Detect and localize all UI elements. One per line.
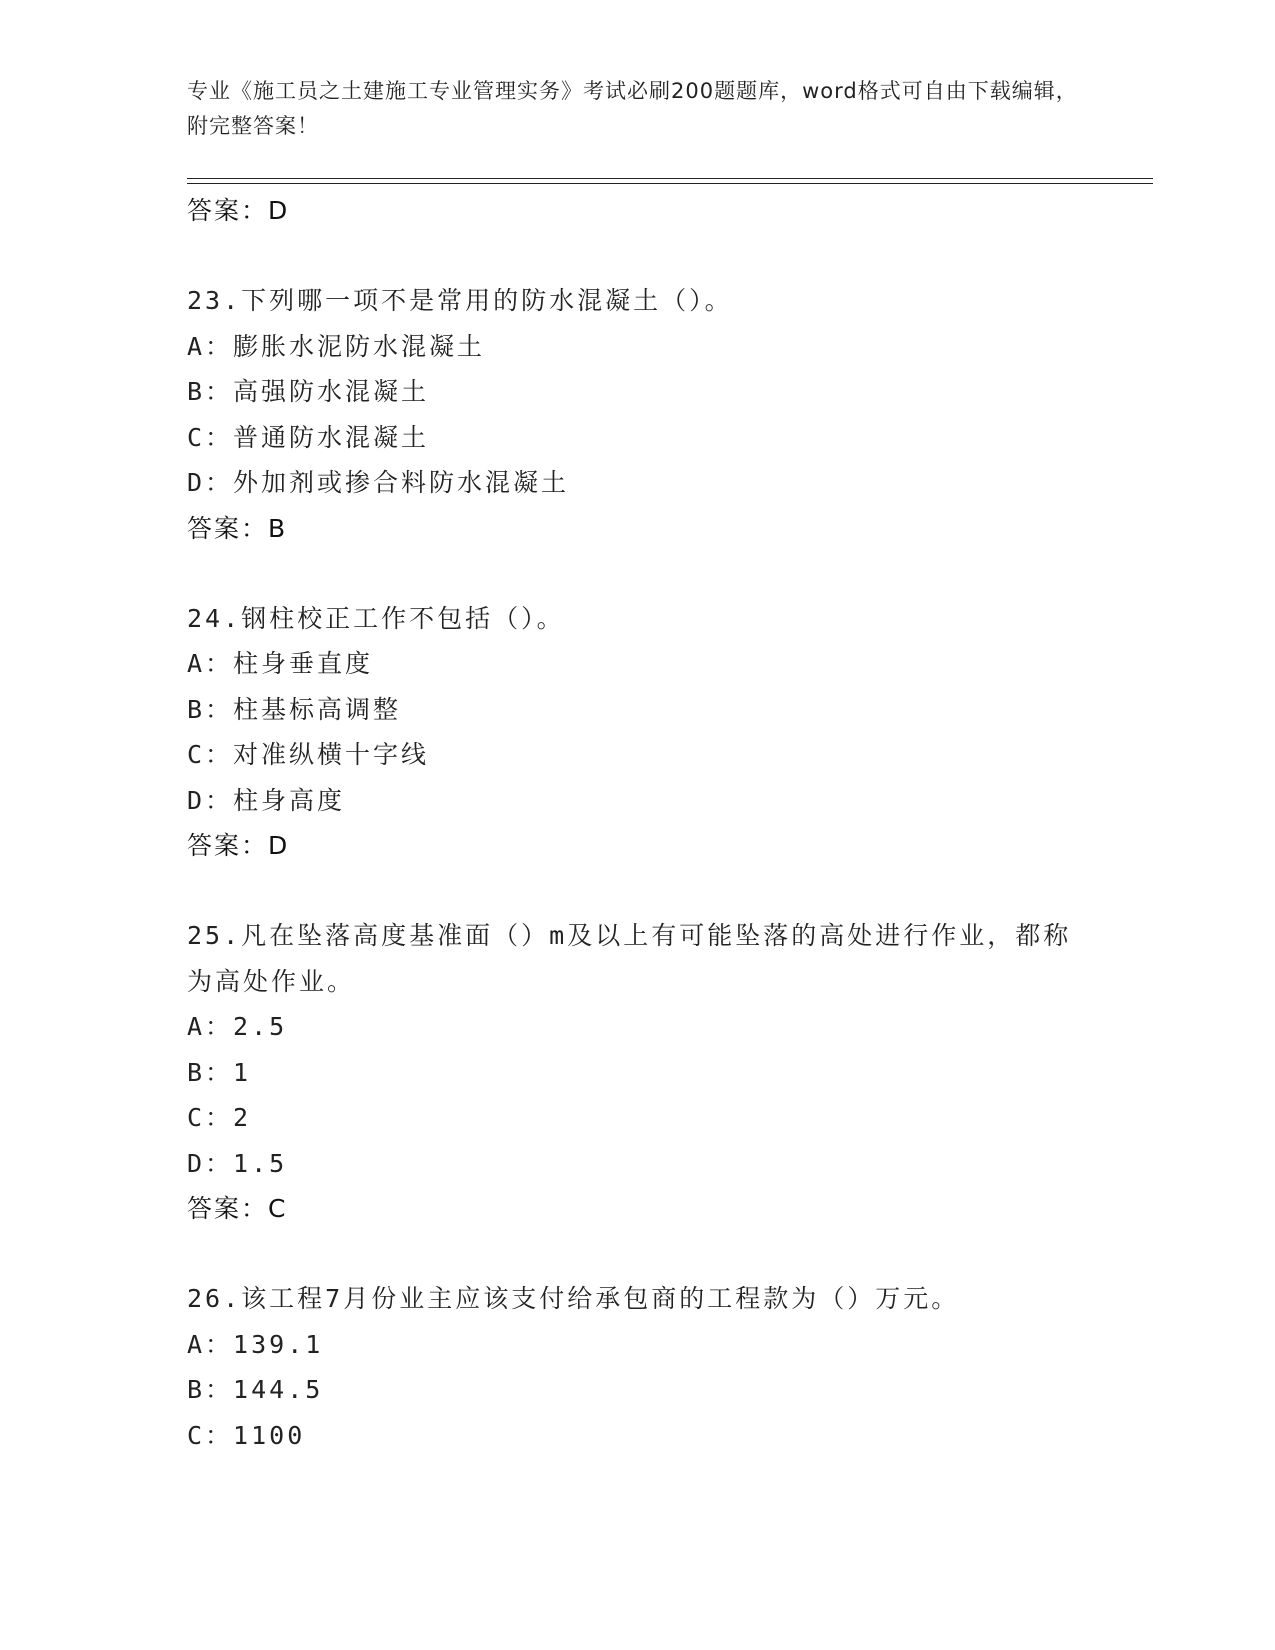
answer-line: 答案：D: [187, 831, 290, 860]
header-rule-bottom: [187, 183, 1153, 184]
question-23: [187, 278, 1087, 552]
answer-line: 答案：D: [187, 196, 290, 225]
question-stem: 23.下列哪一项不是常用的防水混凝土（）。: [187, 286, 733, 315]
option-d: D：外加剂或掺合料防水混凝土: [187, 468, 570, 497]
answer-line: 答案：B: [187, 513, 288, 543]
option-d: D：1.5: [187, 1148, 288, 1178]
option-c: C：2: [187, 1103, 252, 1132]
option-c: C：1100: [187, 1420, 306, 1450]
question-26: [187, 1276, 1087, 1458]
question-24: [187, 596, 1087, 870]
question-stem: 25.凡在坠落高度基准面（）m及以上有可能坠落的高处进行作业，都称为高处作业。: [187, 921, 1072, 996]
option-a: A：139.1: [187, 1329, 324, 1359]
question-25: [187, 913, 1087, 1232]
option-a: A：柱身垂直度: [187, 649, 374, 678]
option-c: C：普通防水混凝土: [187, 422, 430, 452]
question-stem: 26.该工程7月份业主应该支付给承包商的工程款为（）万元。: [187, 1284, 960, 1313]
question-stem: 24.钢柱校正工作不包括（）。: [187, 603, 565, 633]
option-b: B：1: [187, 1057, 252, 1087]
option-b: B：144.5: [187, 1375, 324, 1404]
document-header: 专业《施工员之土建施工专业管理实务》考试必刷200题题库，word格式可自由下载编辑，附完整答案！: [187, 79, 1078, 138]
option-c: C：对准纵横十字线: [187, 740, 430, 769]
option-d: D：柱身高度: [187, 785, 346, 815]
option-a: A：2.5: [187, 1012, 288, 1041]
header-rule-top: [187, 178, 1153, 179]
option-a: A：膨胀水泥防水混凝土: [187, 331, 486, 361]
answer-line: 答案：C: [187, 1194, 288, 1223]
question-list: [187, 188, 1087, 1458]
option-b: B：柱基标高调整: [187, 694, 402, 724]
option-b: B：高强防水混凝土: [187, 377, 430, 406]
